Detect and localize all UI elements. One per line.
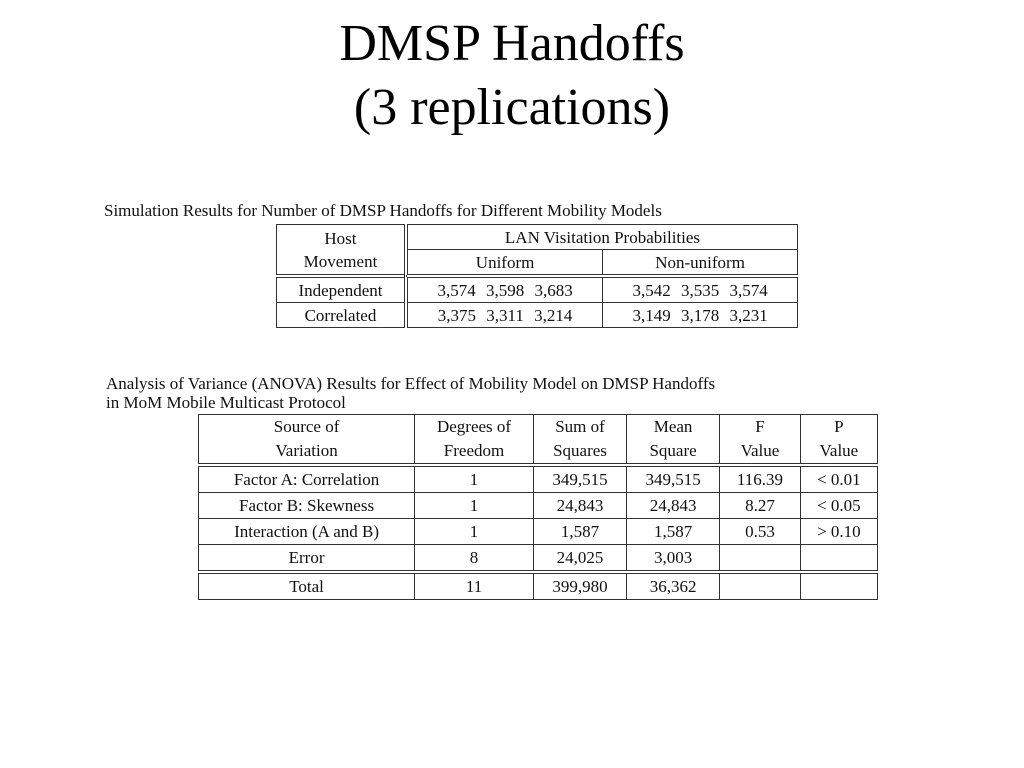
header-ms <box>627 415 720 464</box>
header-host-line-2: Movement <box>303 251 378 271</box>
table-row <box>277 278 798 303</box>
uniform-values: 3,574 3,598 3,683 <box>406 278 603 303</box>
df-cell: 1 <box>415 467 534 493</box>
f-cell <box>720 574 801 600</box>
header-line: Value <box>819 441 859 460</box>
header-host-line-1: Host <box>324 228 357 248</box>
header-df <box>415 415 534 464</box>
ms-cell: 3,003 <box>627 545 720 571</box>
p-cell <box>800 574 877 600</box>
header-host-movement <box>277 225 406 275</box>
header-lan-visitation: LAN Visitation Probabilities <box>406 225 798 250</box>
ms-cell: 1,587 <box>627 519 720 545</box>
header-source <box>199 415 415 464</box>
p-cell <box>800 545 877 571</box>
header-line: Freedom <box>443 441 505 460</box>
source-cell: Interaction (A and B) <box>199 519 415 545</box>
f-cell <box>720 545 801 571</box>
header-line: Degrees of <box>436 417 512 436</box>
header-line: Squares <box>553 441 607 460</box>
df-cell: 8 <box>415 545 534 571</box>
ms-cell: 24,843 <box>627 493 720 519</box>
header-p <box>800 415 877 464</box>
ms-cell: 36,362 <box>627 574 720 600</box>
slide-title <box>0 12 1024 140</box>
table-row <box>199 519 878 545</box>
p-cell: < 0.01 <box>800 467 877 493</box>
header-line: Value <box>740 441 780 460</box>
ms-cell: 349,515 <box>627 467 720 493</box>
table-header-row <box>277 225 798 250</box>
ss-cell: 349,515 <box>533 467 626 493</box>
header-line: Source of <box>273 417 340 436</box>
source-cell: Factor B: Skewness <box>199 493 415 519</box>
ss-cell: 24,025 <box>533 545 626 571</box>
slide-title-line-2: (3 replications) <box>353 79 671 136</box>
header-line: Variation <box>275 441 338 460</box>
table-row <box>199 493 878 519</box>
df-cell: 11 <box>415 574 534 600</box>
header-uniform: Uniform <box>406 250 603 275</box>
table-row <box>199 545 878 571</box>
source-cell: Total <box>199 574 415 600</box>
p-cell: < 0.05 <box>800 493 877 519</box>
header-line: Sum of <box>555 417 605 436</box>
header-line: P <box>834 417 844 436</box>
slide-title-line-1: DMSP Handoffs <box>339 15 685 72</box>
row-label: Correlated <box>277 303 406 328</box>
header-line: Square <box>649 441 697 460</box>
anova-table-caption <box>106 374 715 412</box>
nonuniform-values: 3,542 3,535 3,574 <box>603 278 798 303</box>
ss-cell: 24,843 <box>533 493 626 519</box>
nonuniform-values: 3,149 3,178 3,231 <box>603 303 798 328</box>
f-cell: 116.39 <box>720 467 801 493</box>
ss-cell: 399,980 <box>533 574 626 600</box>
f-cell: 0.53 <box>720 519 801 545</box>
simulation-results-table <box>276 224 798 328</box>
table-row <box>199 467 878 493</box>
header-ss <box>533 415 626 464</box>
header-line: Mean <box>653 417 693 436</box>
header-f <box>720 415 801 464</box>
df-cell: 1 <box>415 493 534 519</box>
table-header-row <box>199 415 878 464</box>
f-cell: 8.27 <box>720 493 801 519</box>
simulation-table-caption: Simulation Results for Number of DMSP Handoffs for Different Mobility Models <box>104 201 662 220</box>
anova-caption-line-2: in MoM Mobile Multicast Protocol <box>106 393 346 412</box>
table-total-row <box>199 574 878 600</box>
header-line: F <box>755 417 765 436</box>
source-cell: Factor A: Correlation <box>199 467 415 493</box>
header-nonuniform: Non-uniform <box>603 250 798 275</box>
anova-caption-line-1: Analysis of Variance (ANOVA) Results for Effect of Mobility Model on DMSP Handoffs <box>106 374 716 393</box>
table-row <box>277 303 798 328</box>
ss-cell: 1,587 <box>533 519 626 545</box>
row-label: Independent <box>277 278 406 303</box>
uniform-values: 3,375 3,311 3,214 <box>406 303 603 328</box>
anova-results-table <box>198 414 878 600</box>
p-cell: > 0.10 <box>800 519 877 545</box>
df-cell: 1 <box>415 519 534 545</box>
source-cell: Error <box>199 545 415 571</box>
